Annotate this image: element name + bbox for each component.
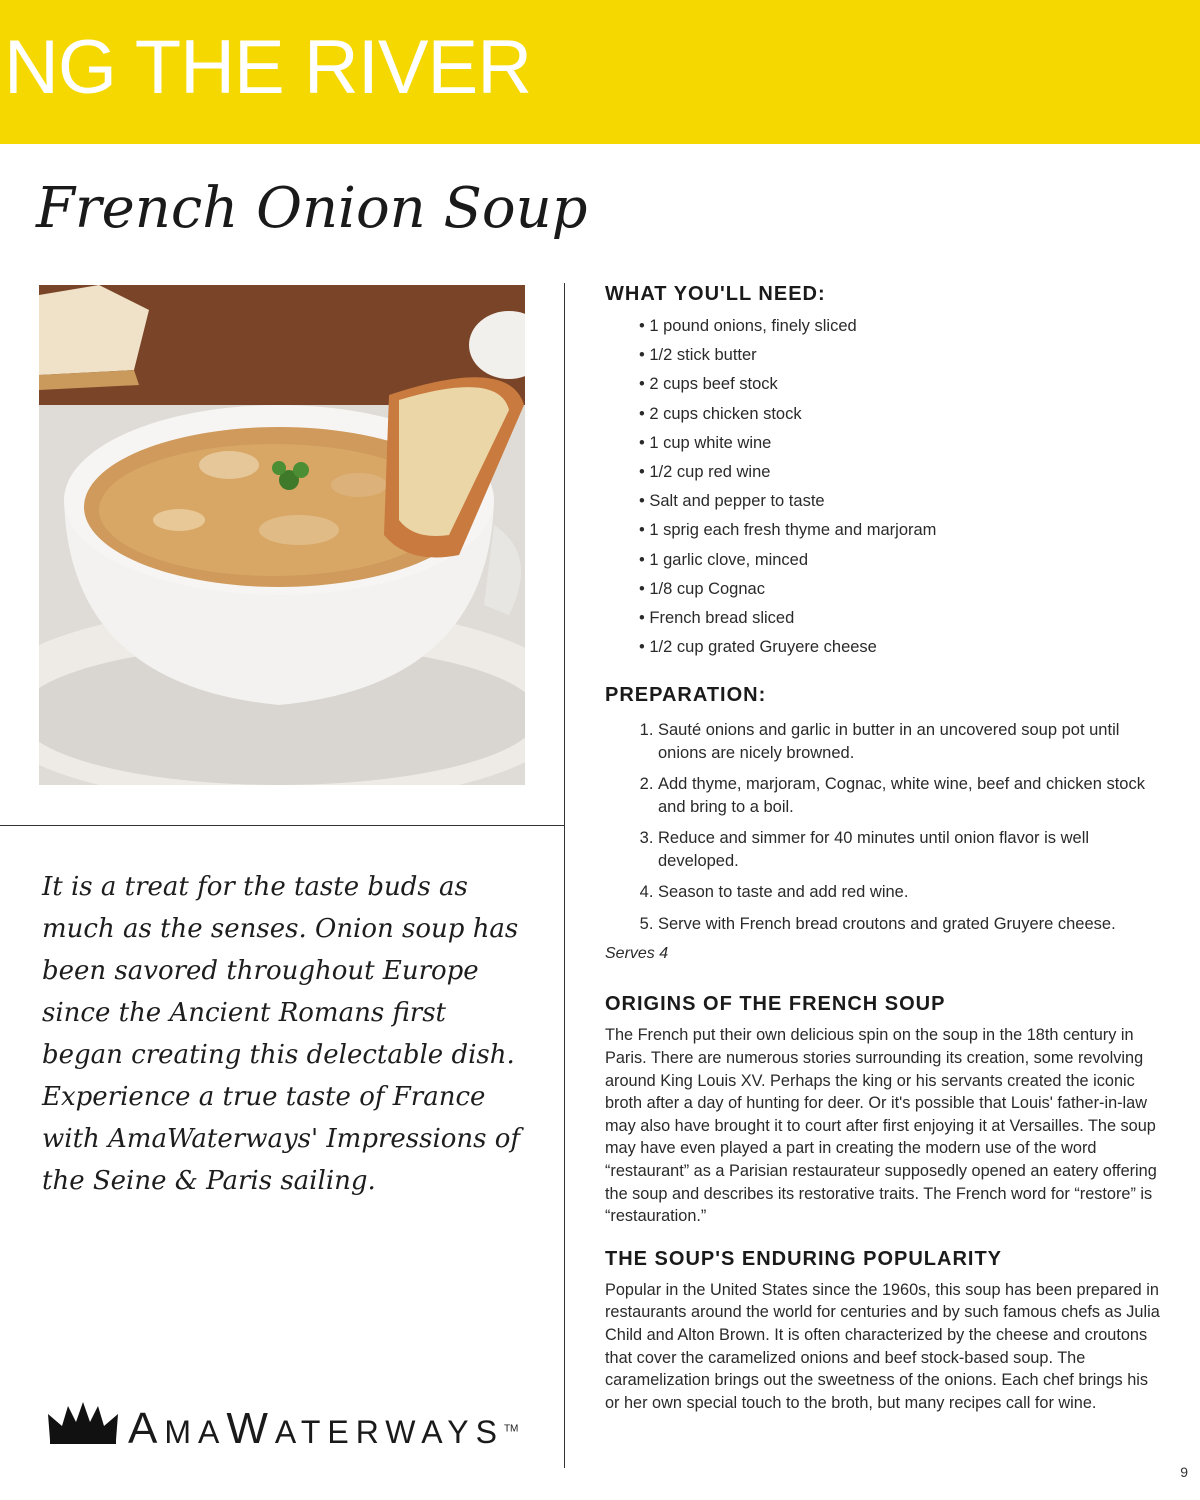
- column-divider: [564, 283, 565, 1468]
- step-item: 2. Add thyme, marjoram, Cognac, white wine, beef and chicken stock and bring to a boil.: [658, 773, 1165, 818]
- preparation-steps: [605, 719, 1165, 935]
- page-number: 9: [1180, 1464, 1188, 1480]
- banner-text: NG THE RIVER: [4, 25, 532, 110]
- amawaterways-logo: [46, 1400, 546, 1453]
- recipe-title: French Onion Soup: [36, 176, 588, 241]
- ingredient-item: • 1/8 cup Cognac: [639, 575, 1165, 604]
- step-item: 1. Sauté onions and garlic in butter in an uncovered soup pot until onions are nicely browned.: [658, 719, 1165, 764]
- needs-heading: WHAT YOU'LL NEED:: [605, 283, 826, 305]
- ingredient-item: • 1/2 cup red wine: [639, 458, 1165, 487]
- popularity-heading: THE SOUP'S ENDURING POPULARITY: [605, 1247, 1003, 1270]
- ingredient-item: • 2 cups beef stock: [639, 370, 1165, 399]
- ingredient-item: • French bread sliced: [639, 604, 1165, 633]
- step-item: 5. Serve with French bread croutons and grated Gruyere cheese.: [658, 913, 1165, 936]
- origins-heading: ORIGINS OF THE FRENCH SOUP: [605, 993, 946, 1016]
- preparation-heading: PREPARATION:: [605, 684, 767, 707]
- ingredient-item: • 1/2 stick butter: [639, 341, 1165, 370]
- crown-icon: [46, 1400, 120, 1444]
- ingredient-item: • Salt and pepper to taste: [639, 487, 1165, 516]
- ingredient-item: • 1/2 cup grated Gruyere cheese: [639, 633, 1165, 662]
- soup-photo: [39, 285, 525, 785]
- ingredient-list: [639, 312, 1165, 662]
- serves-note: Serves 4: [605, 945, 669, 963]
- origins-text: The French put their own delicious spin on the soup in the 18th century in Paris. There are numerous stories surrounding its creation, some revolving around King Louis XV. Perhaps the king or his servants created the iconic broth after a day of hunting for deer. Or it's possible that Louis' father-in-law may also have brought it to court after first enjoying it at Versailles. The soup may have even played a part in creating the modern use of the word “restaurant” as a Parisian restaurateur supposedly opened an eatery offering the soup and describes its restorative traits. The French word for “restore” is “restauration.”: [605, 1026, 1157, 1226]
- step-item: 4. Season to taste and add red wine.: [658, 881, 1165, 904]
- ingredient-item: • 1 garlic clove, minced: [639, 546, 1165, 575]
- logo-wordmark: AMAWATERWAYS™: [128, 1404, 519, 1453]
- ingredient-item: • 2 cups chicken stock: [639, 400, 1165, 429]
- ingredient-item: • 1 cup white wine: [639, 429, 1165, 458]
- step-item: 3. Reduce and simmer for 40 minutes until onion flavor is well developed.: [658, 827, 1165, 872]
- photo-divider: [0, 825, 565, 826]
- recipe-details: [605, 283, 1165, 1414]
- ingredient-item: • 1 sprig each fresh thyme and marjoram: [639, 516, 1165, 545]
- ingredient-item: • 1 pound onions, finely sliced: [639, 312, 1165, 341]
- header-banner: [0, 0, 1200, 144]
- quote-text: It is a treat for the taste buds as much as the senses. Onion soup has been savored throughout Europe since the Ancient Romans first began creating this delectable dish. Experience a true taste of France with AmaWaterways' Impressions of the Seine & Paris sailing.: [42, 872, 521, 1196]
- popularity-text: Popular in the United States since the 1960s, this soup has been prepared in restaurants around the world for centuries and by such famous chefs as Julia Child and Alton Brown. It is often characterized by the cheese and croutons that cover the caramelized onions and beef stock-based soup. The caramelization brings out the sweetness of the onions. Each chef brings his or her own special touch to the broth, but many recipes call for wine.: [605, 1280, 1160, 1412]
